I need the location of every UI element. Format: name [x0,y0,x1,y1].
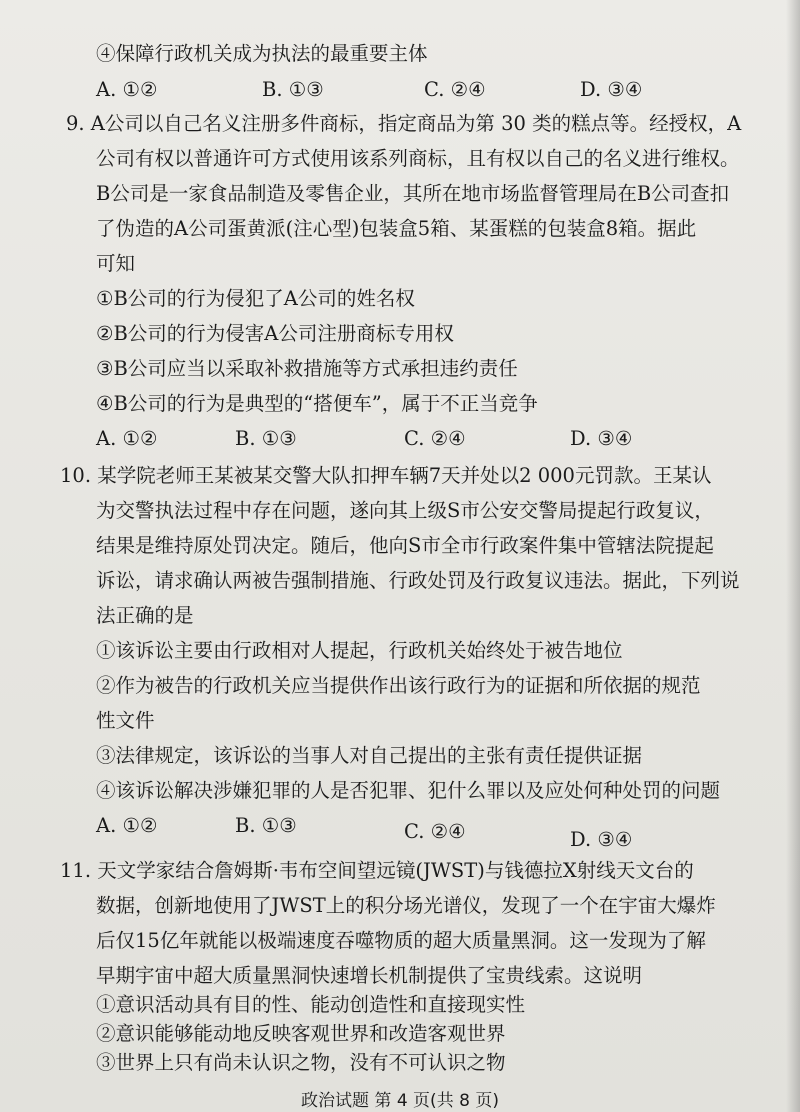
q10-stem-line-5: 法正确的是 [96,604,194,627]
q9-option-a: A. ①② [96,427,158,450]
q10-stem-line-4: 诉讼，请求确认两被告强制措施、行政处罚及行政复议违法。据此，下列说 [96,569,740,592]
q11-item-3: ③世界上只有尚未认识之物，没有不可认识之物 [96,1051,506,1074]
q11-item-2: ②意识能够能动地反映客观世界和改造客观世界 [96,1022,506,1045]
q9-option-b: B. ①③ [235,427,297,450]
q10-item-3: ③法律规定，该诉讼的当事人对自己提出的主张有责任提供证据 [96,744,643,767]
q11-stem-line-4: 早期宇宙中超大质量黑洞快速增长机制提供了宝贵线索。这说明 [96,964,643,987]
prev-option-b: B. ①③ [262,78,324,101]
q10-option-b: B. ①③ [235,814,297,837]
q11-stem-line-2: 数据，创新地使用了JWST上的积分场光谱仪，发现了一个在宇宙大爆炸 [96,894,716,917]
q9-stem-line-2: 公司有权以普通许可方式使用该系列商标，且有权以自己的名义进行维权。 [96,147,740,170]
q10-option-c: C. ②④ [404,820,466,843]
q9-option-c: C. ②④ [404,427,466,450]
q10-stem-line-1: 10. 某学院老师王某被某交警大队扣押车辆7天并处以2 000元罚款。王某认 [60,464,712,487]
q10-option-a: A. ①② [96,814,158,837]
q10-option-d: D. ③④ [570,828,633,851]
prev-option-c: C. ②④ [424,78,486,101]
q9-option-d: D. ③④ [570,427,633,450]
q10-stem-line-3: 结果是维持原处罚决定。随后，他向S市全市行政案件集中管辖法院提起 [96,534,714,557]
q9-item-3: ③B公司应当以采取补救措施等方式承担违约责任 [96,357,518,380]
q9-stem-line-4: 了伪造的A公司蛋黄派(注心型)包装盒5箱、某蛋糕的包装盒8箱。据此 [96,217,697,240]
q11-item-1: ①意识活动具有目的性、能动创造性和直接现实性 [96,993,526,1016]
q11-stem-line-1: 11. 天文学家结合詹姆斯·韦布空间望远镜(JWST)与钱德拉X射线天文台的 [60,859,694,882]
prev-option-d: D. ③④ [580,78,643,101]
q10-stem-line-2: 为交警执法过程中存在问题，遂向其上级S市公安交警局提起行政复议， [96,499,714,522]
q10-item-1: ①该诉讼主要由行政相对人提起，行政机关始终处于被告地位 [96,639,623,662]
q9-stem-line-1: 9. A公司以自己名义注册多件商标，指定商品为第 30 类的糕点等。经授权，A [66,112,742,135]
q11-stem-line-3: 后仅15亿年就能以极端速度吞噬物质的超大质量黑洞。这一发现为了解 [96,929,706,952]
q9-stem-line-3: B公司是一家食品制造及零售企业，其所在地市场监督管理局在B公司查扣 [96,182,730,205]
q9-stem-line-5: 可知 [96,252,136,275]
q9-item-2: ②B公司的行为侵害A公司注册商标专用权 [96,322,454,345]
prev-item-4: ④保障行政机关成为执法的最重要主体 [96,42,428,65]
q9-item-1: ①B公司的行为侵犯了A公司的姓名权 [96,287,415,310]
page-edge-shadow [786,0,800,1112]
q10-item-4: ④该诉讼解决涉嫌犯罪的人是否犯罪、犯什么罪以及应处何种处罚的问题 [96,779,721,802]
q9-item-4: ④B公司的行为是典型的“搭便车”，属于不正当竞争 [96,392,538,415]
page-footer: 政治试题 第 4 页(共 8 页) [301,1091,499,1111]
q10-item-2: ②作为被告的行政机关应当提供作出该行政行为的证据和所依据的规范 [96,674,701,697]
q10-item-2-cont: 性文件 [96,709,155,732]
prev-option-a: A. ①② [96,78,158,101]
